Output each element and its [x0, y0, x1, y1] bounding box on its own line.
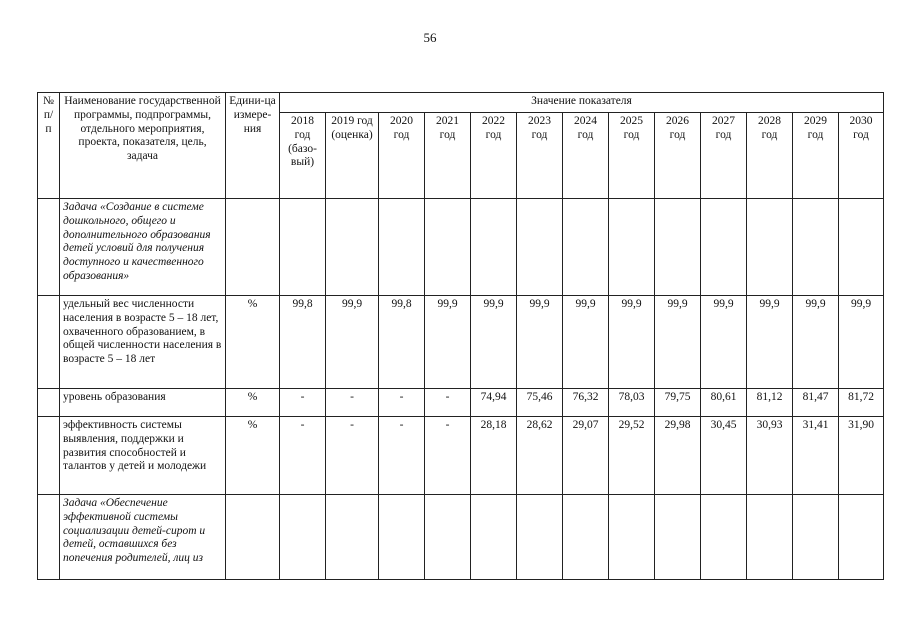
value-cell: - — [425, 417, 471, 495]
row-unit — [226, 199, 280, 296]
value-cell — [563, 199, 609, 296]
header-year: 2030 год — [839, 113, 884, 199]
value-cell — [747, 495, 793, 580]
row-num — [38, 199, 60, 296]
value-cell: 29,52 — [609, 417, 655, 495]
value-cell: 99,9 — [609, 296, 655, 389]
header-year: 2018 год (базо-вый) — [280, 113, 326, 199]
value-cell: 99,9 — [471, 296, 517, 389]
row-unit: % — [226, 417, 280, 495]
value-cell — [701, 199, 747, 296]
value-cell — [517, 199, 563, 296]
value-cell — [747, 199, 793, 296]
header-year: 2028 год — [747, 113, 793, 199]
value-cell — [425, 495, 471, 580]
value-cell — [609, 199, 655, 296]
header-year: 2025 год — [609, 113, 655, 199]
header-year: 2024 год — [563, 113, 609, 199]
header-value-group: Значение показателя — [280, 93, 884, 113]
value-cell — [839, 199, 884, 296]
value-cell — [655, 495, 701, 580]
header-year: 2027 год — [701, 113, 747, 199]
row-name: эффективность системы выявления, поддержки и развития способностей и талантов у детей и молодежи — [60, 417, 226, 495]
row-name: Задача «Создание в системе дошкольного, общего и дополнительного образования детей условий для получения доступного и качественного образования» — [60, 199, 226, 296]
value-cell: 99,8 — [280, 296, 326, 389]
value-cell: 74,94 — [471, 389, 517, 417]
value-cell — [793, 199, 839, 296]
header-unit: Едини-ца измере-ния — [226, 93, 280, 199]
row-num — [38, 389, 60, 417]
value-cell: - — [280, 389, 326, 417]
value-cell — [326, 199, 379, 296]
table-row — [38, 417, 884, 495]
indicators-table — [37, 92, 884, 580]
value-cell — [839, 495, 884, 580]
value-cell — [280, 199, 326, 296]
header-year: 2021 год — [425, 113, 471, 199]
value-cell: 28,18 — [471, 417, 517, 495]
value-cell: 30,45 — [701, 417, 747, 495]
row-unit: % — [226, 296, 280, 389]
header-year: 2019 год (оценка) — [326, 113, 379, 199]
value-cell — [793, 495, 839, 580]
value-cell: 80,61 — [701, 389, 747, 417]
table-row — [38, 199, 884, 296]
value-cell: 99,9 — [425, 296, 471, 389]
table-row — [38, 495, 884, 580]
value-cell: 28,62 — [517, 417, 563, 495]
value-cell — [471, 495, 517, 580]
value-cell — [655, 199, 701, 296]
value-cell: - — [280, 417, 326, 495]
value-cell: 76,32 — [563, 389, 609, 417]
value-cell — [609, 495, 655, 580]
value-cell: 31,90 — [839, 417, 884, 495]
header-name: Наименование государственной программы, подпрограммы, отдельного мероприятия, проекта, показателя, цель, задача — [60, 93, 226, 199]
header-year: 2020 год — [379, 113, 425, 199]
value-cell — [563, 495, 609, 580]
value-cell: 99,9 — [701, 296, 747, 389]
row-num — [38, 417, 60, 495]
value-cell: 81,12 — [747, 389, 793, 417]
header-year: 2029 год — [793, 113, 839, 199]
header-year: 2023 год — [517, 113, 563, 199]
row-num — [38, 296, 60, 389]
value-cell: 75,46 — [517, 389, 563, 417]
row-unit: % — [226, 389, 280, 417]
value-cell: 99,9 — [517, 296, 563, 389]
value-cell: - — [379, 417, 425, 495]
row-name: удельный вес численности населения в возрасте 5 – 18 лет, охваченного образованием, в общей численности населения в возрасте 5 – 18 лет — [60, 296, 226, 389]
value-cell: 81,72 — [839, 389, 884, 417]
value-cell — [280, 495, 326, 580]
row-num — [38, 495, 60, 580]
value-cell: 29,07 — [563, 417, 609, 495]
value-cell: 81,47 — [793, 389, 839, 417]
value-cell — [471, 199, 517, 296]
value-cell: - — [326, 389, 379, 417]
value-cell: 99,9 — [839, 296, 884, 389]
value-cell: 31,41 — [793, 417, 839, 495]
value-cell: 99,9 — [655, 296, 701, 389]
value-cell: - — [425, 389, 471, 417]
value-cell — [326, 495, 379, 580]
value-cell: 79,75 — [655, 389, 701, 417]
row-name: Задача «Обеспечение эффективной системы социализации детей-сирот и детей, оставшихся без попечения родителей, лиц из — [60, 495, 226, 580]
header-row-1 — [38, 93, 884, 113]
page-number: 56 — [423, 30, 437, 45]
header-year: 2022 год — [471, 113, 517, 199]
value-cell: 99,9 — [747, 296, 793, 389]
header-year: 2026 год — [655, 113, 701, 199]
value-cell: 99,9 — [563, 296, 609, 389]
value-cell — [517, 495, 563, 580]
value-cell: 99,9 — [326, 296, 379, 389]
value-cell: - — [326, 417, 379, 495]
value-cell: 99,8 — [379, 296, 425, 389]
value-cell: 99,9 — [793, 296, 839, 389]
value-cell — [379, 495, 425, 580]
value-cell: 78,03 — [609, 389, 655, 417]
value-cell — [379, 199, 425, 296]
value-cell: - — [379, 389, 425, 417]
value-cell: 30,93 — [747, 417, 793, 495]
row-name: уровень образования — [60, 389, 226, 417]
value-cell — [701, 495, 747, 580]
table-row — [38, 296, 884, 389]
table-row — [38, 389, 884, 417]
value-cell — [425, 199, 471, 296]
header-num: № п/п — [38, 93, 60, 199]
row-unit — [226, 495, 280, 580]
value-cell: 29,98 — [655, 417, 701, 495]
